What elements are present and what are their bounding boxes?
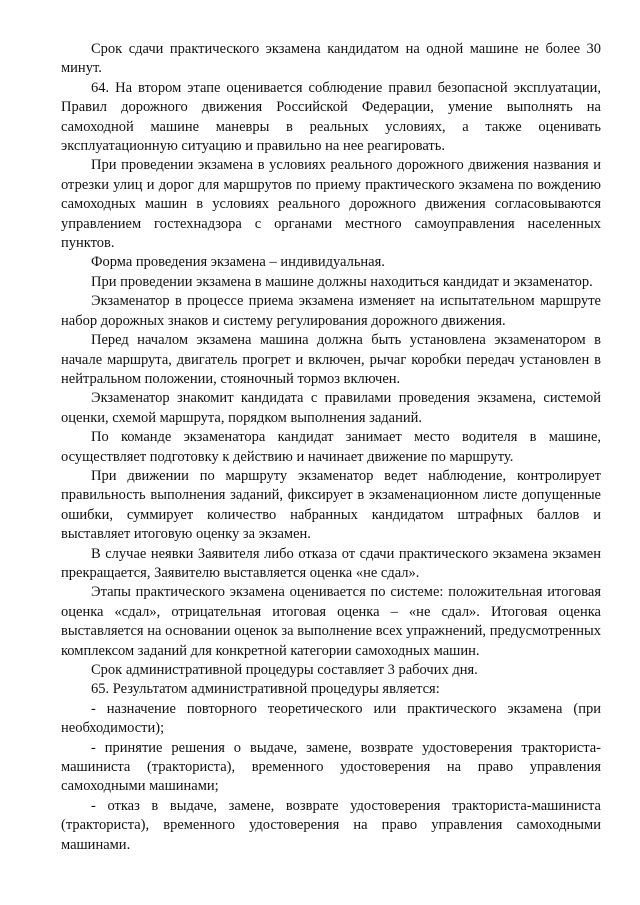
- paragraph-briefing: Экзаменатор знакомит кандидата с правилами проведения экзамена, системой оценки, схемой маршрута, порядком выполнения заданий.: [61, 390, 601, 426]
- document-page: [61, 40, 601, 855]
- list-item-issue-decision: - принятие решения о выдаче, замене, возврате удостоверения тракториста-машиниста (тракториста), временного удостоверения на право управления самоходными машинами;: [61, 739, 601, 795]
- paragraph-route-signs: Экзаменатор в процессе приема экзамена изменяет на испытательном маршруте набор дорожных знаков и систему регулирования дорожного движения.: [61, 293, 601, 329]
- list-item-reexam: - назначение повторного теоретического или практического экзамена (при необходимости);: [61, 700, 601, 737]
- paragraph-observation: При движении по маршруту экзаменатор ведет наблюдение, контролирует правильность выполнения заданий, фиксирует в экзаменационном листе допущенные ошибки, суммирует количество набранных кандидатом штрафных баллов и выставляет итоговую оценку за экзамен.: [61, 467, 601, 543]
- paragraph-64-second-stage: 64. На втором этапе оценивается соблюдение правил безопасной эксплуатации, Правил дорожного движения Российской Федерации, умение выполнять на самоходной машине маневры в реальных условиях, а также оценивать эксплуатационную ситуацию и правильно на нее реагировать.: [61, 79, 601, 155]
- paragraph-procedure-term: Срок административной процедуры составляет 3 рабочих дня.: [91, 662, 478, 678]
- paragraph-grading: Этапы практического экзамена оценивается по системе: положительная итоговая оценка «сдал», отрицательная итоговая оценка – «не сдал». Итоговая оценка выставляется на основании оценок за выполнение всех упражнений, предусмотренных комплексом заданий для конкретной категории самоходных машин.: [61, 584, 601, 659]
- paragraph-persons-in-vehicle: При проведении экзамена в машине должны находиться кандидат и экзаменатор.: [91, 273, 593, 290]
- list-item-refusal: - отказ в выдаче, замене, возврате удостоверения тракториста-машиниста (тракториста), временного удостоверения на право управления самоходными машинами.: [61, 797, 601, 853]
- paragraph-start-driving: По команде экзаменатора кандидат занимает место водителя в машине, осуществляет подготовку к действию и начинает движение по маршруту.: [61, 429, 601, 465]
- paragraph-no-show: В случае неявки Заявителя либо отказа от сдачи практического экзамена экзамен прекращается, Заявителю выставляется оценка «не сдал».: [61, 545, 601, 581]
- paragraph-vehicle-setup: Перед началом экзамена машина должна быть установлена экзаменатором в начале маршрута, двигатель прогрет и включен, рычаг коробки передач установлен в нейтральном положении, стояночный тормоз включен.: [61, 332, 601, 387]
- paragraph-exam-duration: Срок сдачи практического экзамена кандидатом на одной машине не более 30 минут.: [61, 41, 601, 77]
- paragraph-route-approval: При проведении экзамена в условиях реального дорожного движения названия и отрезки улиц и дорог для маршрутов по приему практического экзамена по вождению самоходных машин в условиях реального дорожного движения согласовываются управлением гостехнадзора с органами местного самоуправления населенных пунктов.: [61, 157, 601, 252]
- paragraph-exam-form: Форма проведения экзамена – индивидуальная.: [91, 254, 385, 271]
- paragraph-65-result: 65. Результатом административной процедуры является:: [91, 681, 440, 698]
